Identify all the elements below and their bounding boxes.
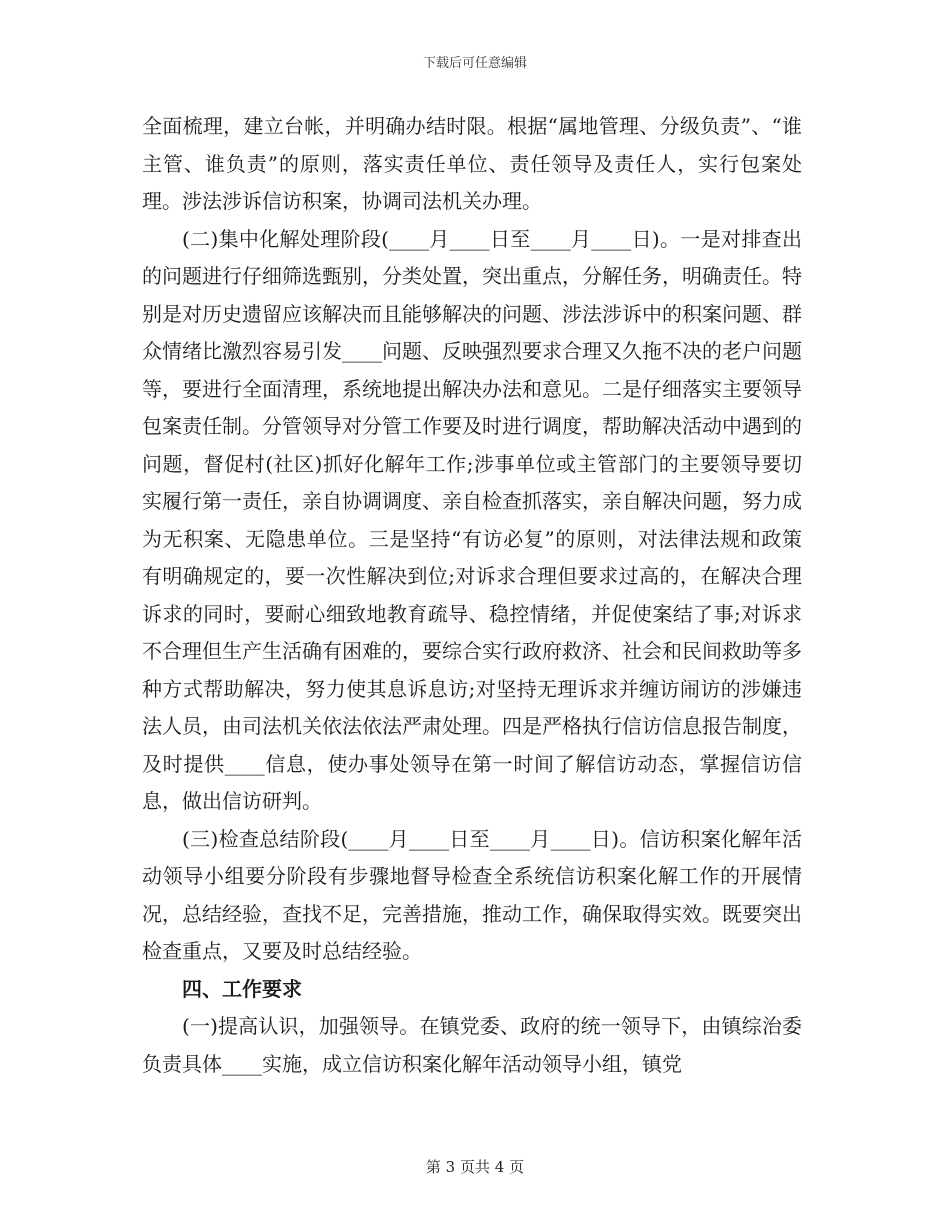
paragraph-stage-two: (二)集中化解处理阶段(____月____日至____月____日)。一是对排查出的问题进行仔细筛选甄别，分类处置，突出重点，分解任务，明确责任。特别是对历史遗留应该解决而且能够解决的问题、涉法涉诉中的积案问题、群众情绪比激烈容易引发____问题、反映强烈要求合理又久拖不决的老户问题等，要进行全面清理，系统地提出解决办法和意见。二是仔细落实主要领导包案责任制。分管领导对分管工作要及时进行调度，帮助解决活动中遇到的问题，督促村(社区)抓好化解年工作;涉事单位或主管部门的主要领导要切实履行第一责任，亲自协调调度、亲自检查抓落实，亲自解决问题，努力成为无积案、无隐患单位。三是坚持“有访必复”的原则，对法律法规和政策有明确规定的，要一次性解决到位;对诉求合理但要求过高的，在解决合理诉求的同时，要耐心细致地教育疏导、稳控情绪，并促使案结了事;对诉求不合理但生产生活确有困难的，要综合实行政府救济、社会和民间救助等多种方式帮助解决，努力使其息诉息访;对坚持无理诉求并缠访闹访的涉嫌违法人员，由司法机关依法依法严肃处理。四是严格执行信访信息报告制度，及时提供____信息，使办事处领导在第一时间了解信访动态，掌握信访信息，做出信访研判。	[142, 226, 802, 813]
paragraph-stage-three: (三)检查总结阶段(____月____日至____月____日)。信访积案化解年活动领导小组要分阶段有步骤地督导检查全系统信访积案化解工作的开展情况，总结经验，查找不足，完善措施，推动工作，确保取得实效。既要突出检查重点，又要及时总结经验。	[142, 826, 802, 963]
section-heading-work-requirements: 四、工作要求	[182, 976, 302, 1001]
document-body	[142, 108, 802, 1083]
paragraph-continuation: 全面梳理，建立台帐，并明确办结时限。根据“属地管理、分级负责”、“谁主管、谁负责”的原则，落实责任单位、责任领导及责任人，实行包案处理。涉法涉诉信访积案，协调司法机关办理。	[142, 114, 802, 213]
page-footer: 第 3 页共 4 页	[425, 1158, 525, 1176]
page-header: 下载后可任意编辑	[422, 56, 527, 71]
paragraph-requirement-one: (一)提高认识，加强领导。在镇党委、政府的统一领导下，由镇综治委负责具体____实施，成立信访积案化解年活动领导小组，镇党	[142, 1014, 802, 1076]
